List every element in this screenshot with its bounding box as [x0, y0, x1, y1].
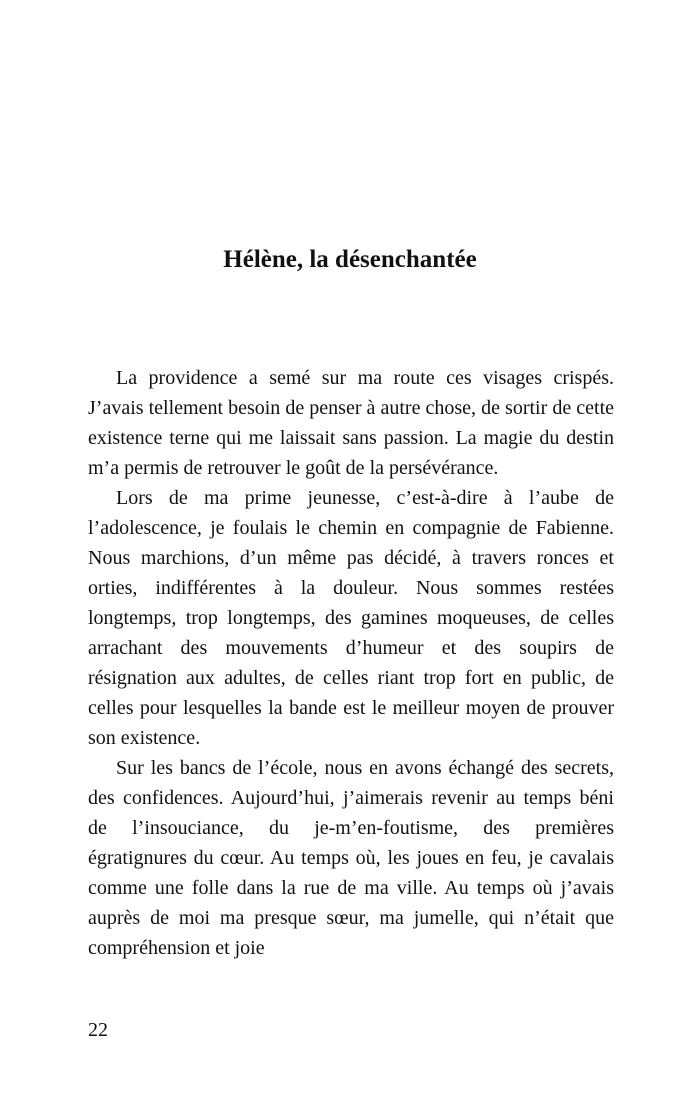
paragraph-3: Sur les bancs de l’école, nous en avons échangé des secrets, des confidences. Aujourd’hui, j’aimerais revenir au temps béni de l’insouciance, du je-m’en-foutisme, des premières égratignures du cœur. Au temps où, les joues en feu, je cavalais comme une folle dans la rue de ma ville. Au temps où j’avais auprès de moi ma presque sœur, ma jumelle, qui n’était que compréhension et joie — [88, 757, 614, 959]
chapter-title: Hélène, la désenchantée — [223, 246, 477, 273]
paragraph-1: La providence a semé sur ma route ces visages crispés. J’avais tellement besoin de penser à autre chose, de sortir de cette existence terne qui me laissait sans passion. La magie du destin m’a permis de retrouver le goût de la persévérance. — [88, 367, 614, 479]
paragraph-2: Lors de ma prime jeunesse, c’est-à-dire à l’aube de l’adolescence, je foulais le chemin en compagnie de Fabienne. Nous marchions, d’un même pas décidé, à travers ronces et orties, indifférentes à la douleur. Nous sommes restées longtemps, trop longtemps, des gamines moqueuses, de celles arrachant des mouvements d’humeur et des soupirs de résignation aux adultes, de celles riant trop fort en public, de celles pour lesquelles la bande est le meilleur moyen de prouver son existence. — [88, 487, 614, 749]
chapter-body — [88, 363, 614, 963]
page-number: 22 — [88, 1019, 108, 1041]
